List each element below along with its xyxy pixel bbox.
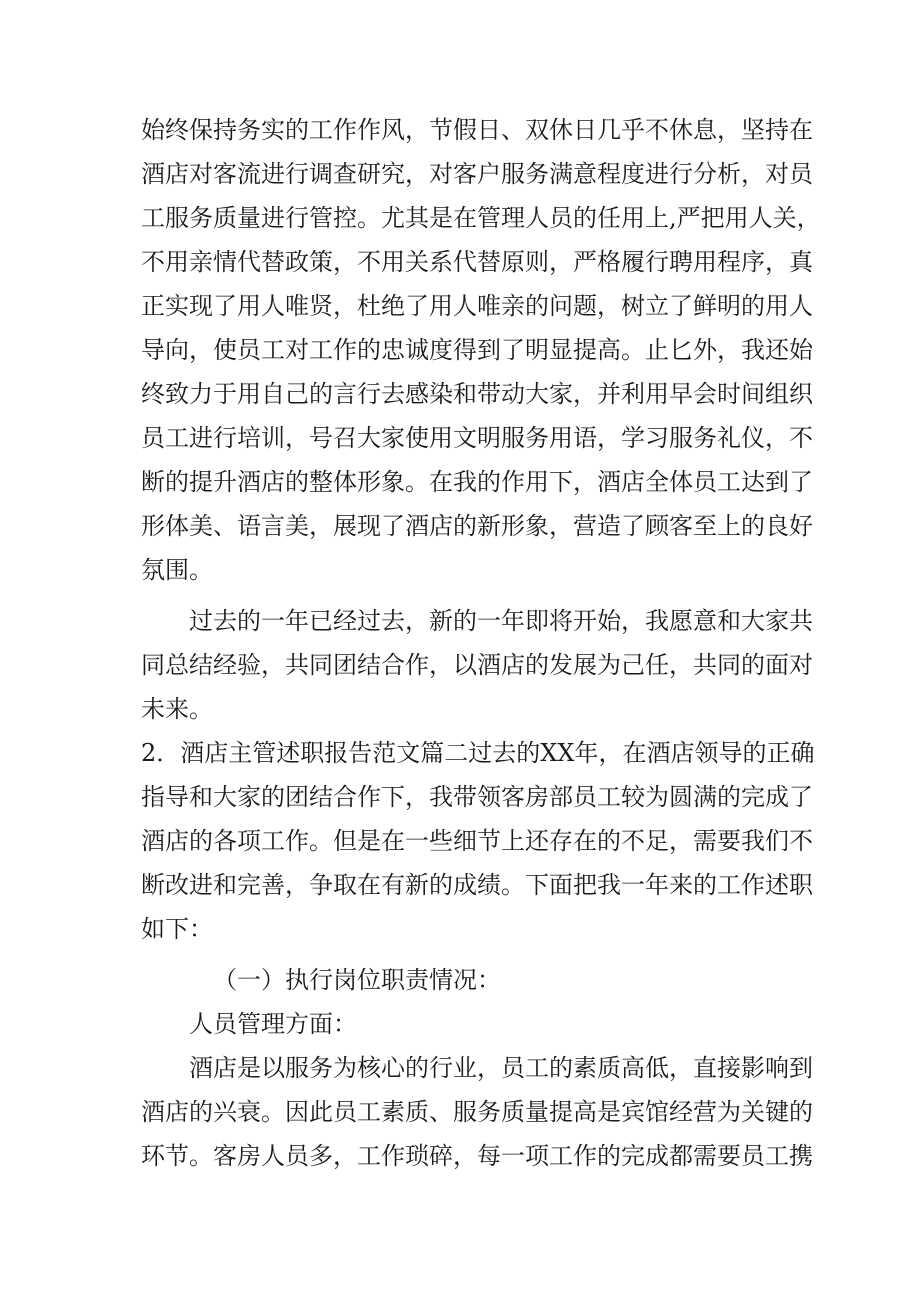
subsection-heading: （一）执行岗位职责情况： (213, 966, 501, 994)
body-line: 酒店对客流进行调查研究，对客户服务满意程度进行分析，对员 (141, 160, 813, 188)
body-line: 导向，使员工对工作的忠诚度得到了明显提高。止匕外，我还始 (141, 336, 813, 364)
body-line: 断的提升酒店的整体形象。在我的作用下，酒店全体员工达到了 (141, 468, 813, 496)
body-line: 不用亲情代替政策，不用关系代替原则，严格履行聘用程序，真 (141, 248, 813, 276)
subsection-label: 人员管理方面： (189, 1010, 357, 1038)
document-body (141, 108, 821, 1178)
body-line: 始终保持务实的工作作风，节假日、双休日几乎不休息，坚持在 (141, 116, 813, 144)
body-line: 过去的一年已经过去，新的一年即将开始，我愿意和大家共 (189, 607, 813, 635)
paragraph-spacing (141, 592, 801, 599)
body-line: 正实现了用人唯贤，杜绝了用人唯亲的问题，树立了鲜明的用人 (141, 292, 813, 320)
body-line: 未来。 (141, 695, 213, 723)
paragraph-spacing (141, 951, 801, 958)
body-line: 工服务质量进行管控。尤其是在管理人员的任用上,严把用人关， (141, 204, 821, 232)
body-line: 环节。客房人员多，工作琐碎，每一项工作的完成都需要员工携 (141, 1142, 813, 1170)
section-heading-line: 2．酒店主管述职报告范文篇二过去的XX年，在酒店领导的正确 (141, 739, 815, 767)
body-line: 形体美、语言美，展现了酒店的新形象，营造了顾客至上的良好 (141, 512, 813, 540)
body-line: 指导和大家的团结合作下，我带领客房部员工较为圆满的完成了 (141, 783, 813, 811)
body-line: 如下： (141, 915, 213, 943)
body-line: 酒店是以服务为核心的行业，员工的素质高低，直接影响到 (189, 1054, 813, 1082)
body-line: 同总结经验，共同团结合作，以酒店的发展为己任，共同的面对 (141, 651, 813, 679)
body-line: 断改进和完善，争取在有新的成绩。下面把我一年来的工作述职 (141, 871, 813, 899)
body-line: 员工进行培训，号召大家使用文明服务用语，学习服务礼仪，不 (141, 424, 813, 452)
body-line: 酒店的兴衰。因此员工素质、服务质量提高是宾馆经营为关键的 (141, 1098, 813, 1126)
body-line: 终致力于用自己的言行去感染和带动大家，并利用早会时间组织 (141, 380, 813, 408)
body-line: 酒店的各项工作。但是在一些细节上还存在的不足，需要我们不 (141, 827, 813, 855)
body-line: 氛围。 (141, 556, 213, 584)
